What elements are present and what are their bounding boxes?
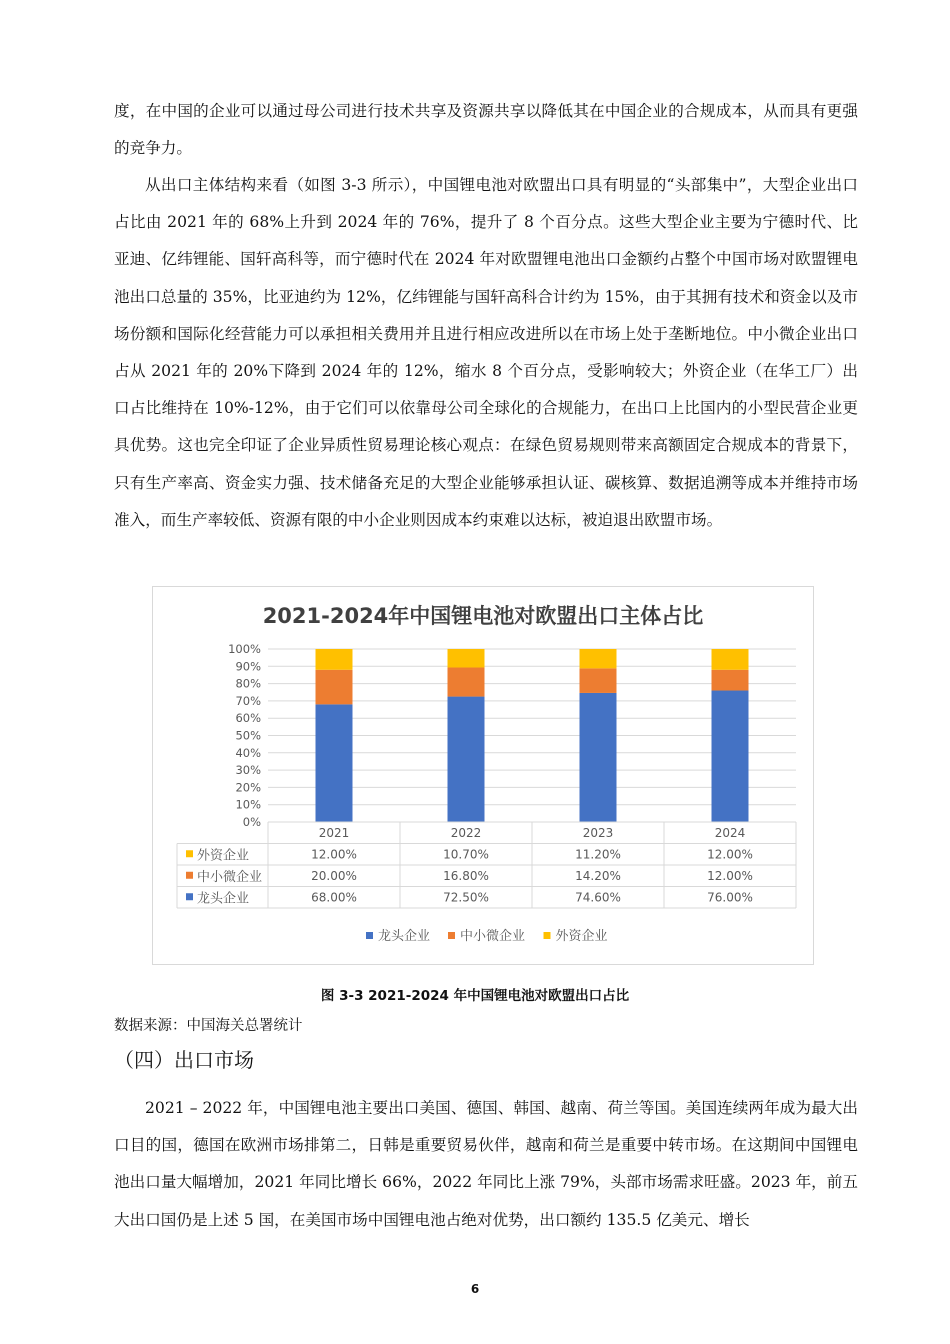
bar-segment bbox=[448, 697, 485, 822]
legend-label: 外资企业 bbox=[555, 929, 608, 944]
y-tick-label: 30% bbox=[235, 763, 261, 778]
chart-frame bbox=[152, 586, 814, 965]
bar-segment bbox=[316, 704, 353, 822]
paragraph-2: 从出口主体结构来看（如图 3-3 所示），中国锂电池对欧盟出口具有明显的“头部集中”，大型企业出口占比由 2021 年的 68%上升到 2024 年的 76%，提升了 8 个百分点。这些大型企业主要为宁德时代、比亚迪、亿纬锂能、国轩高科等，而宁德时代在 2024 年对欧盟锂电池出口金额约占整个中国市场对欧盟锂电池出口总量的 35%，比亚迪约为 12%，亿纬锂能与国轩高科合计约为 15%，由于其拥有技术和资金以及市场份额和国际化经营能力可以承担相关费用并且进行相应改进所以在市场上处于垄断地位。中小微企业出口占从 2021 年的 20%下降到 2024 年的 12%，缩水 8 个百分点，受影响较大；外资企业（在华工厂）出口占比维持在 10%-12%，由于它们可以依靠母公司全球化的合规能力，在出口上比国内的小型民营企业更具优势。这也完全印证了企业异质性贸易理论核心观点：在绿色贸易规则带来高额固定合规成本的背景下，只有生产率高、资金实力强、技术储备充足的大型企业能够承担认证、碳核算、数据追溯等成本并维持市场准入，而生产率较低、资源有限的中小企业则因成本约束难以达标，被迫退出欧盟市场。 bbox=[114, 176, 858, 529]
bar-segment bbox=[580, 668, 617, 693]
bar-segment bbox=[448, 649, 485, 668]
table-legend-key bbox=[186, 850, 193, 857]
bar-segment bbox=[712, 691, 749, 822]
chart-title: 2021-2024年中国锂电池对欧盟出口主体占比 bbox=[262, 604, 704, 628]
stacked-bar-chart bbox=[153, 587, 813, 964]
table-cell-value: 12.00% bbox=[707, 868, 753, 883]
data-source: 数据来源：中国海关总署统计 bbox=[114, 1018, 303, 1034]
table-cell-value: 16.80% bbox=[443, 868, 489, 883]
legend-key bbox=[366, 932, 373, 939]
table-cell-value: 12.00% bbox=[707, 847, 753, 862]
bar-segment bbox=[580, 693, 617, 822]
bar-segment bbox=[448, 668, 485, 697]
paragraph-1: 度，在中国的企业可以通过母公司进行技术共享及资源共享以降低其在中国企业的合规成本，从而具有更强的竞争力。 bbox=[114, 102, 858, 158]
y-tick-label: 90% bbox=[235, 659, 261, 674]
table-legend-key bbox=[186, 893, 193, 900]
table-cell-value: 68.00% bbox=[311, 890, 357, 905]
table-legend-key bbox=[186, 872, 193, 879]
y-tick-label: 50% bbox=[235, 728, 261, 743]
legend-key bbox=[448, 932, 455, 939]
table-cell-value: 11.20% bbox=[575, 847, 621, 862]
table-series-label: 中小微企业 bbox=[197, 869, 263, 885]
paragraph-3: 2021 – 2022 年，中国锂电池主要出口美国、德国、韩国、越南、荷兰等国。美国连续两年成为最大出口目的国，德国在欧洲市场排第二，日韩是重要贸易伙伴，越南和荷兰是重要中转市场。在这期间中国锂电池出口量大幅增加，2021 年同比增长 66%，2022 年同比上涨 79%，头部市场需求旺盛。2023 年，前五大出口国仍是上述 5 国，在美国市场中国锂电池占绝对优势，出口额约 135.5 亿美元、增长 bbox=[114, 1099, 858, 1229]
table-cell-value: 20.00% bbox=[311, 868, 357, 883]
y-tick-label: 20% bbox=[235, 780, 261, 795]
y-tick-label: 70% bbox=[235, 693, 261, 708]
table-series-label: 龙头企业 bbox=[197, 891, 250, 907]
category-label: 2023 bbox=[582, 825, 614, 840]
y-tick-label: 40% bbox=[235, 745, 261, 760]
table-cell-value: 12.00% bbox=[311, 847, 357, 862]
bar-segment bbox=[712, 649, 749, 670]
bar-segment bbox=[316, 649, 353, 670]
category-label: 2022 bbox=[450, 825, 482, 840]
page-number: 6 bbox=[470, 1282, 480, 1296]
category-label: 2024 bbox=[714, 825, 746, 840]
y-tick-label: 10% bbox=[235, 797, 261, 812]
section-heading: （四）出口市场 bbox=[114, 1048, 254, 1072]
y-tick-label: 100% bbox=[228, 642, 261, 656]
bar-segment bbox=[316, 670, 353, 705]
legend-label: 中小微企业 bbox=[460, 929, 526, 944]
y-tick-label: 0% bbox=[242, 815, 261, 829]
table-cell-value: 76.00% bbox=[707, 890, 753, 905]
bar-segment bbox=[712, 670, 749, 691]
figure-caption: 图 3-3 2021-2024 年中国锂电池对欧盟出口占比 bbox=[320, 988, 630, 1004]
table-cell-value: 74.60% bbox=[575, 890, 621, 905]
table-cell-value: 10.70% bbox=[443, 847, 489, 862]
y-tick-label: 80% bbox=[235, 676, 261, 691]
category-label: 2021 bbox=[318, 825, 350, 840]
table-cell-value: 14.20% bbox=[575, 868, 621, 883]
legend-label: 龙头企业 bbox=[378, 929, 431, 944]
table-cell-value: 72.50% bbox=[443, 890, 489, 905]
bar-segment bbox=[580, 649, 617, 668]
table-series-label: 外资企业 bbox=[197, 848, 250, 864]
legend-key bbox=[544, 932, 551, 939]
y-tick-label: 60% bbox=[235, 711, 261, 726]
